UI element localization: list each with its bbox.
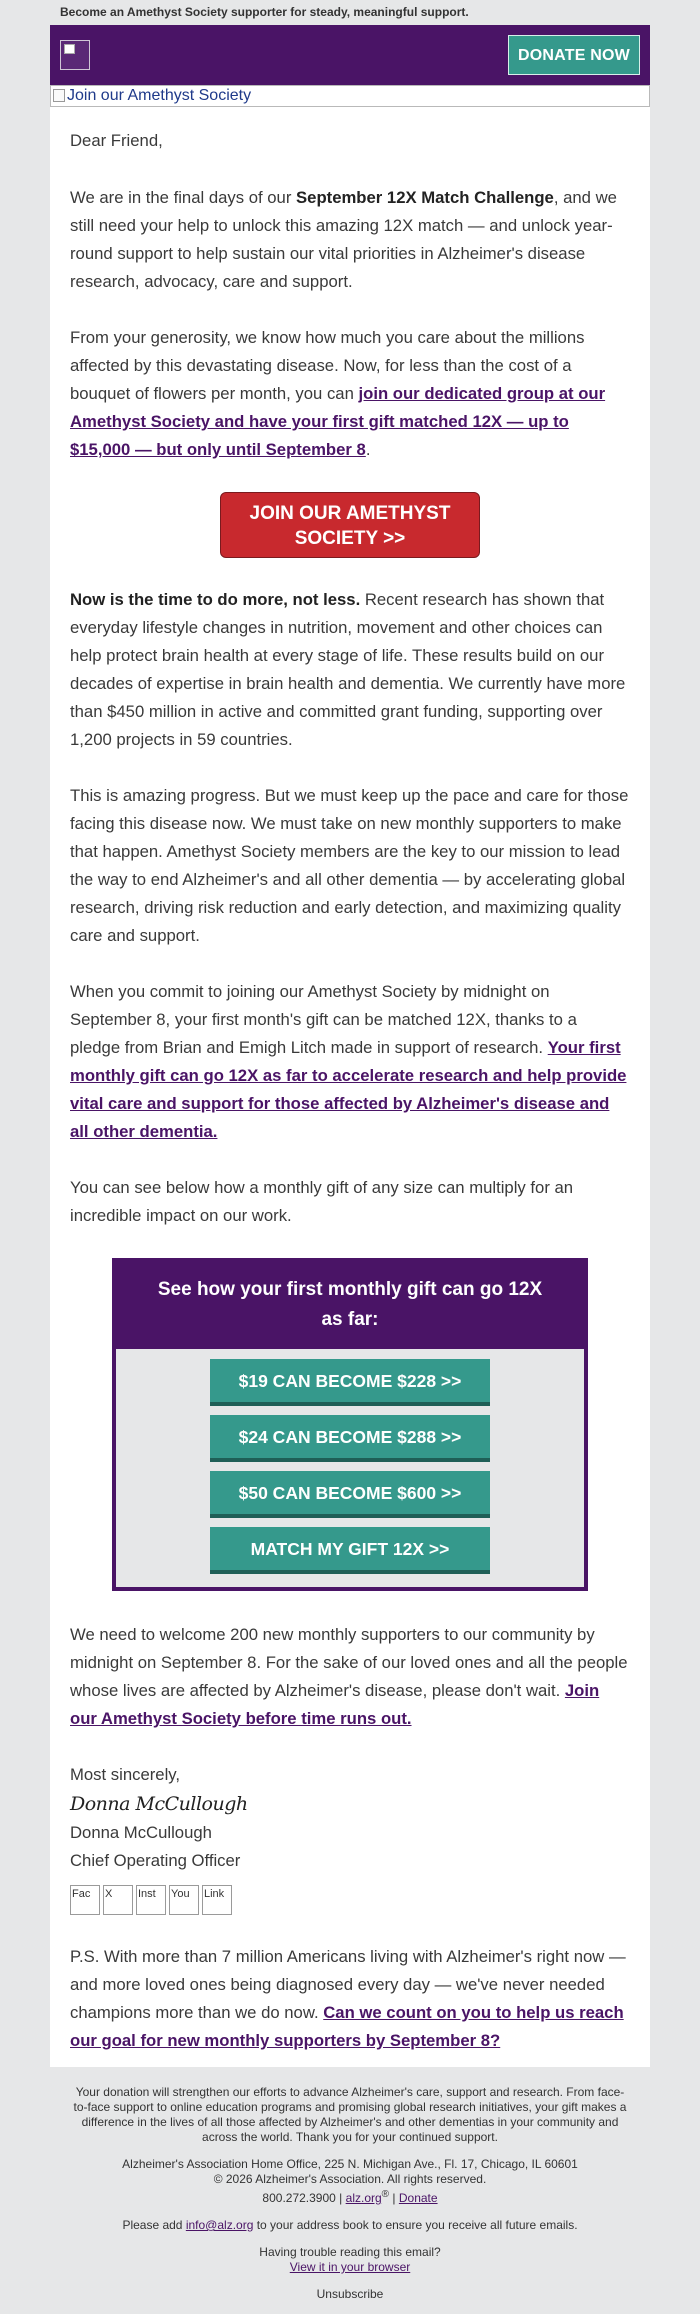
match-my-gift-button[interactable]: MATCH MY GIFT 12X >> <box>210 1527 490 1574</box>
alz-org-link[interactable]: alz.org <box>345 2191 382 2205</box>
footer-copyright: © 2026 Alzheimer's Association. All rights reserved. <box>213 2172 487 2186</box>
letter-body <box>50 107 650 2067</box>
unsubscribe-link[interactable]: Unsubscribe <box>316 2287 384 2301</box>
instagram-icon[interactable]: Inst <box>136 1885 166 1915</box>
email-header <box>50 25 650 85</box>
gift-50-button[interactable]: $50 CAN BECOME $600 >> <box>210 1471 490 1518</box>
signer-title: Chief Operating Officer <box>70 1851 241 1870</box>
view-in-browser-link[interactable]: View it in your browser <box>289 2260 411 2274</box>
paragraph-multiply: You can see below how a monthly gift of any size can multiply for an incredible impact on our work. <box>70 1178 574 1225</box>
hero-image-alt: Join our Amethyst Society <box>67 87 252 104</box>
text-span: When you commit to joining our Amethyst Society by midnight on September 8, your first month's gift can be matched 12X, thanks to a pledge from Brian and Emigh Litch made in support of research. <box>70 982 577 1057</box>
join-society-link[interactable]: join our dedicated group at our Amethyst Society and have your first gift matched 12X — up to $15,000 — but only until September 8 <box>70 384 606 459</box>
email-link[interactable]: info@alz.org <box>185 2218 254 2232</box>
hero-image[interactable] <box>50 85 650 107</box>
youtube-icon[interactable]: You <box>169 1885 199 1915</box>
text-span: Please add <box>122 2218 186 2232</box>
paragraph-commit <box>70 978 630 1146</box>
match-buttons <box>116 1349 584 1587</box>
social-links <box>70 1885 630 1915</box>
text-span: From your generosity, we know how much you care about the millions affected by this devastating disease. Now, for less than the cost of a bouquet of flowers per month, you can <box>70 328 585 403</box>
text-span: , and we still need your help to unlock this amazing 12X match — and unlock year-round support to help sustain our vital priorities in Alzheimer's disease research, advocacy, care and support. <box>70 188 617 291</box>
paragraph-progress: This is amazing progress. But we must keep up the pace and care for those facing this disease now. We must take on new monthly supporters to make that happen. Amethyst Society members are the key to our mission to lead the way to end Alzheimer's and all other dementia — by accelerating global research, driving risk reduction and early detection, and maximizing quality care and support. <box>70 786 629 945</box>
postscript <box>70 1943 630 2055</box>
x-icon[interactable]: X <box>103 1885 133 1915</box>
join-amethyst-society-button[interactable]: JOIN OUR AMETHYST SOCIETY >> <box>220 492 480 558</box>
address-book-note <box>70 2218 630 2233</box>
count-on-you-link[interactable]: Can we count on you to help us reach our goal for new monthly supporters by September 8? <box>70 2003 624 2050</box>
greeting: Dear Friend, <box>70 131 163 150</box>
separator: | <box>339 2191 343 2205</box>
email-footer <box>50 2067 650 2302</box>
text-span: We are in the final days of our <box>70 188 297 207</box>
broken-image-icon <box>53 89 65 102</box>
separator: | <box>392 2191 396 2205</box>
join-before-time-runs-out-link[interactable]: Join our Amethyst Society before time runs out. <box>70 1681 600 1728</box>
match-box <box>112 1258 588 1591</box>
text-span: P.S. With more than 7 million Americans living with Alzheimer's right now — and more loved ones being diagnosed every day — we've never needed champions more than we do now. <box>70 1947 626 2022</box>
linkedin-icon[interactable]: Link <box>202 1885 232 1915</box>
bold-lead: Now is the time to do more, not less. <box>70 590 361 609</box>
signer-name: Donna McCullough <box>70 1823 212 1842</box>
monthly-gift-link[interactable]: Your first monthly gift can go 12X as far to accelerate research and help provide vital care and support for those affected by Alzheimer's disease and all other dementia. <box>70 1038 627 1141</box>
trouble-reading <box>70 2245 630 2275</box>
match-box-heading: See how your first monthly gift can go 12X as far: <box>116 1262 584 1349</box>
signoff <box>70 1761 630 1875</box>
cta-wrap <box>70 492 630 558</box>
donate-now-button[interactable]: DONATE NOW <box>508 35 640 75</box>
text-span: We need to welcome 200 new monthly supporters to our community by midnight on September 8. For the sake of our loved ones and all the people whose lives are affected by Alzheimer's disease, please don't wait. <box>70 1625 628 1700</box>
signature-image: Donna McCullough <box>70 1793 248 1815</box>
footer-address: Alzheimer's Association Home Office, 225 N. Michigan Ave., Fl. 17, Chicago, IL 60601 <box>122 2157 578 2171</box>
text-span: Having trouble reading this email? <box>259 2245 441 2259</box>
logo-image[interactable] <box>60 40 90 70</box>
gift-19-button[interactable]: $19 CAN BECOME $228 >> <box>210 1359 490 1406</box>
footer-blurb: Your donation will strengthen our efforts to advance Alzheimer's care, support and research. From face-to-face support to online education programs and promising global research initiatives, your gift makes a difference in the lives of all those affected by Alzheimer's and other dementias in your community and across the world. Thank you for your continued support. <box>73 2085 627 2144</box>
text-span: . <box>365 440 371 459</box>
challenge-name: September 12X Match Challenge <box>296 188 554 207</box>
paragraph-generosity <box>70 324 630 464</box>
footer-address-block <box>70 2157 630 2206</box>
paragraph-research <box>70 586 630 754</box>
paragraph-intro <box>70 184 630 296</box>
text-span: to your address book to ensure you receive all future emails. <box>253 2218 578 2232</box>
preheader-text: Become an Amethyst Society supporter for steady, meaningful support. <box>60 5 469 19</box>
paragraph-welcome <box>70 1621 630 1733</box>
footer-phone: 800.272.3900 <box>262 2191 336 2205</box>
email-container <box>50 25 650 2314</box>
footer-donate-link[interactable]: Donate <box>398 2191 438 2205</box>
registered-mark: ® <box>381 2189 390 2200</box>
text-span: Recent research has shown that everyday lifestyle changes in nutrition, movement and other choices can help protect brain health at every stage of life. These results build on our decades of expertise in brain health and dementia. We currently have more than $450 million in active and committed grant funding, supporting over 1,200 projects in 59 countries. <box>70 590 626 749</box>
closing: Most sincerely, <box>70 1765 181 1784</box>
gift-24-button[interactable]: $24 CAN BECOME $288 >> <box>210 1415 490 1462</box>
facebook-icon[interactable]: Fac <box>70 1885 100 1915</box>
